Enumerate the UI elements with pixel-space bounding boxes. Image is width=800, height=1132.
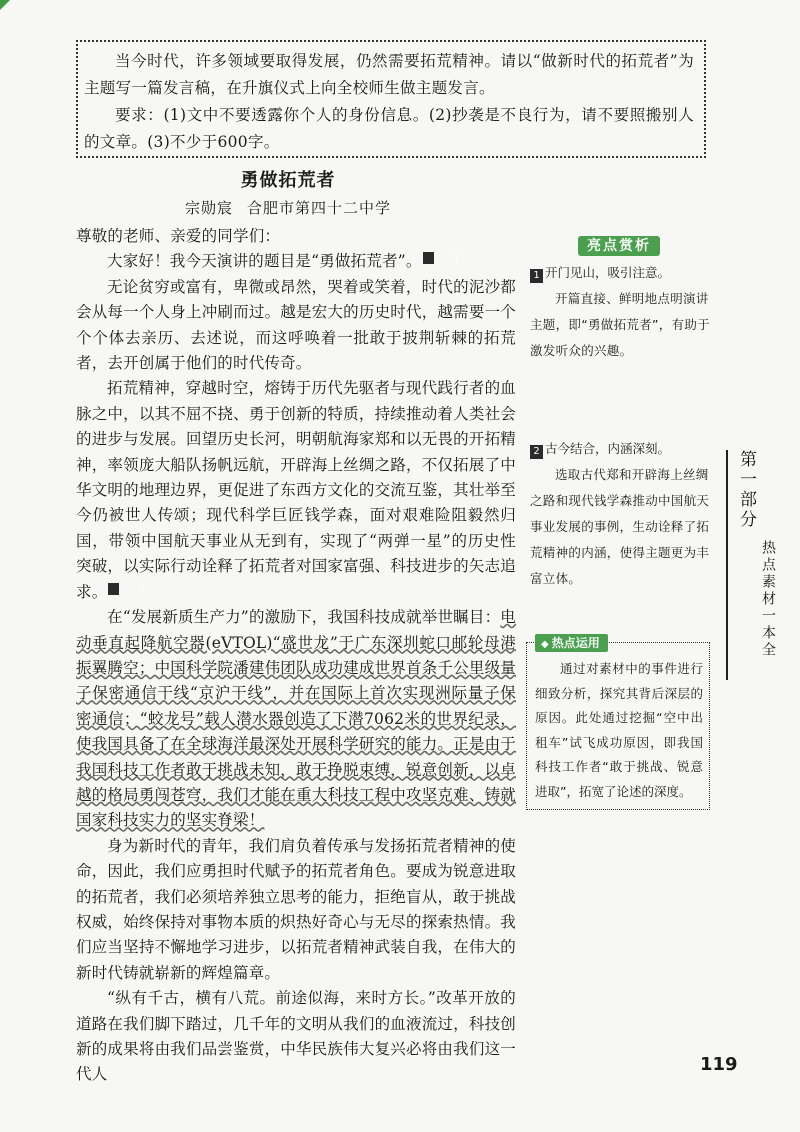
annotation-heading xyxy=(530,260,712,286)
hot-topic-label xyxy=(535,634,608,652)
prompt-paragraph: 当今时代，许多领域要取得发展，仍然需要拓荒精神。请以“做新时代的拓荒者”为主题写一篇发言稿，在升旗仪式上向全校师生做主题发言。 xyxy=(84,52,694,97)
salutation: 尊敬的老师、亲爱的同学们： xyxy=(76,227,281,245)
section-part: 第一部分 xyxy=(736,450,756,530)
paragraph-text: 在“发展新质生产力”的激励下，我国科技成就举世瞩目： xyxy=(107,608,501,627)
essay-title: 勇做拓荒者 xyxy=(240,170,336,191)
annotation-1 xyxy=(530,260,712,364)
annotation-title: 古今结合，内涵深刻。 xyxy=(545,441,671,456)
annotation-number: 2 xyxy=(530,445,543,459)
highlights-header: 亮点赏析 xyxy=(578,236,660,256)
essay-paragraph: “纵有千古，横有八荒。前途似海，来时方长。”改革开放的道路在我们脚下踏过，几千年的文明从我们的血液流过，科技创新的成果将由我们品尝鉴赏，中华民族伟大复兴必将由我们这一代人 xyxy=(76,989,516,1084)
school-name: 合肥市第四十二中学 xyxy=(247,199,392,217)
highlighted-text: 电动垂直起降航空器(eVTOL)“盛世龙”于广东深圳蛇口邮轮母港振翼腾空；中国科学院潘建伟团队成功建成世界首条千公里级量子保密通信干线“京沪干线”，并在国际上首次实现洲际量子保密通信；“蛟龙号”载人潜水器创造了下潜7062米的世界纪录，使我国具备了在全球海洋最深处开展科学研究的能力。正是由于我国科技工作者敢于挑战未知，敢于挣脱束缚，锐意创新，以卓越的格局勇闯苍穹，我们才能在重大科技工程中攻坚克难、铸就国家科技实力的坚实脊梁！ xyxy=(76,608,516,830)
hot-topic-body: 通过对素材中的事件进行细致分析，探究其背后深层的原因。此处通过挖掘“空中出租车”试飞成功原因，即我国科技工作者“敢于挑战、锐意进取”，拓宽了论述的深度。 xyxy=(535,661,703,799)
section-title: 热点素材一本全 xyxy=(760,540,776,659)
essay-paragraph: 身为新时代的青年，我们肩负着传承与发扬拓荒者精神的使命，因此，我们应勇担时代赋予的拓荒者角色。要成为锐意进取的拓荒者，我们必须培养独立思考的能力，拒绝盲从，敢于挑战权威，始终保持对事物本质的炽热好奇心与无尽的探索热情。我们应当坚持不懈地学习进步，以拓荒者精神武装自我，在伟大的新时代铸就崭新的辉煌篇章。 xyxy=(76,836,516,982)
section-tab xyxy=(726,450,780,680)
annotation-heading xyxy=(530,436,712,462)
paragraph-text: 大家好！我今天演讲的题目是“勇做拓荒者”。 xyxy=(107,252,422,271)
diamond-icon: ◆ xyxy=(541,639,549,650)
annotation-body: 开篇直接、鲜明地点明演讲主题，即“勇做拓荒者”，有助于激发听众的兴趣。 xyxy=(530,291,710,358)
annotation-body: 选取古代郑和开辟海上丝绸之路和现代钱学森推动中国航天事业发展的事例，生动诠释了拓荒精神的内涵，使得主题更为丰富立体。 xyxy=(530,467,710,586)
writing-prompt-box xyxy=(76,40,706,158)
essay-byline xyxy=(0,197,576,218)
hot-topic-label-text: 热点运用 xyxy=(551,636,600,650)
page-number: 119 xyxy=(700,1054,738,1075)
note-marker: 1 xyxy=(423,252,434,264)
author-name: 宗勋宸 xyxy=(184,199,233,217)
essay-body xyxy=(76,224,516,1088)
annotation-2 xyxy=(530,436,712,592)
prompt-requirements: 要求：(1)文中不要透露你个人的身份信息。(2)抄袭是不良行为，请不要照搬别人的文章。(3)不少于600字。 xyxy=(84,106,694,151)
essay-paragraph xyxy=(76,376,516,605)
note-marker: 2 xyxy=(108,583,119,595)
paragraph-text: 拓荒精神，穿越时空，熔铸于历代先驱者与现代践行者的血脉之中，以其不屈不挠、勇于创新的特质，持续推动着人类社会的进步与发展。回望历史长河，明朝航海家郑和以无畏的开拓精神，率领庞大船队扬帆远航，开辟海上丝绸之路，不仅拓展了中华文明的地理边界，更促进了东西方文化的交流互鉴，其壮举至今仍被世人传颂；现代科学巨匠钱学森，面对艰难险阻毅然归国，带领中国航天事业从无到有，实现了“两弹一星”的历史性突破，以实际行动诠释了拓荒者对国家富强、科技进步的矢志追求。 xyxy=(76,379,516,601)
essay-paragraph xyxy=(76,605,516,834)
annotation-number: 1 xyxy=(530,269,543,283)
annotation-title: 开门见山，吸引注意。 xyxy=(545,265,671,280)
essay-paragraph xyxy=(76,249,516,274)
hot-topic-box xyxy=(526,636,710,810)
corner-mark xyxy=(0,0,10,10)
essay-paragraph: 无论贫穷或富有，卑微或昂然，哭着或笑着，时代的泥沙都会从每一个人身上冲刷而过。越是宏大的历史时代，越需要一个个个体去亲历、去述说，而这呼唤着一批敢于披荆斩棘的拓荒者，去开创属于他们的时代传奇。 xyxy=(76,277,516,373)
